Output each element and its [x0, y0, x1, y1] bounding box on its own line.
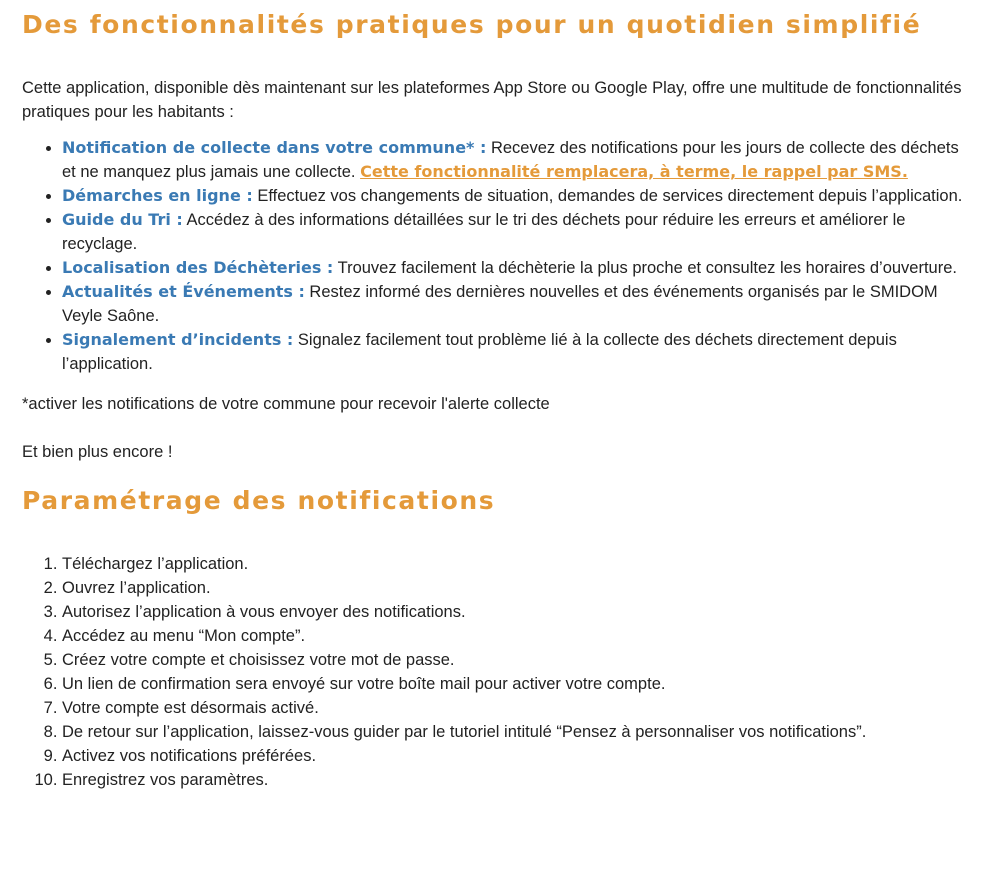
list-item — [62, 328, 973, 376]
sms-replacement-link[interactable]: Cette fonctionnalité remplacera, à terme, le rappel par SMS. — [360, 162, 908, 181]
section-title-features: Des fonctionnalités pratiques pour un quotidien simplifié — [22, 10, 922, 39]
list-item — [62, 208, 973, 256]
list-item — [62, 136, 973, 184]
footnote: *activer les notifications de votre commune pour recevoir l'alerte collecte — [22, 395, 550, 413]
feature-title: Actualités et Événements : — [62, 282, 305, 301]
intro-paragraph: Cette application, disponible dès maintenant sur les plateformes App Store ou Google Play, offre une multitude de fonctionnalités pratiques pour les habitants : — [22, 79, 962, 121]
list-item: 10. Enregistrez vos paramètres. — [62, 768, 973, 792]
list-item: 5. Créez votre compte et choisissez votre mot de passe. — [62, 648, 973, 672]
feature-title: Guide du Tri : — [62, 210, 183, 229]
feature-text: Effectuez vos changements de situation, demandes de services directement depuis l’application. — [252, 187, 963, 205]
feature-title: Signalement d’incidents : — [62, 330, 294, 349]
steps-list — [22, 552, 973, 792]
list-item: 6. Un lien de confirmation sera envoyé sur votre boîte mail pour activer votre compte. — [62, 672, 973, 696]
feature-title: Démarches en ligne : — [62, 186, 253, 205]
feature-text: Trouvez facilement la déchèterie la plus proche et consultez les horaires d’ouverture. — [333, 259, 957, 277]
feature-title: Notification de collecte dans votre commune* : — [62, 138, 487, 157]
list-item: 2. Ouvrez l’application. — [62, 576, 973, 600]
list-item: 8. De retour sur l’application, laissez-vous guider par le tutoriel intitulé “Pensez à personnaliser vos notifications”. — [62, 720, 973, 744]
list-item — [62, 184, 973, 208]
feature-title: Localisation des Déchèteries : — [62, 258, 334, 277]
features-list — [22, 136, 973, 376]
list-item: 7. Votre compte est désormais activé. — [62, 696, 973, 720]
feature-text: Restez informé des dernières nouvelles et des événements organisés par le SMIDOM Veyle Saône. — [62, 283, 938, 325]
list-item: 1. Téléchargez l’application. — [62, 552, 973, 576]
list-item — [62, 256, 973, 280]
feature-text: Recevez des notifications pour les jours de collecte des déchets et ne manquez plus jamais une collecte. — [62, 139, 959, 181]
list-item — [62, 280, 973, 328]
feature-text: Accédez à des informations détaillées sur le tri des déchets pour réduire les erreurs et améliorer le recyclage. — [62, 211, 906, 253]
list-item: 9. Activez vos notifications préférées. — [62, 744, 973, 768]
more-text: Et bien plus encore ! — [22, 443, 173, 461]
list-item: 3. Autorisez l’application à vous envoyer des notifications. — [62, 600, 973, 624]
list-item: 4. Accédez au menu “Mon compte”. — [62, 624, 973, 648]
section-title-notifications: Paramétrage des notifications — [22, 486, 496, 515]
feature-text: Signalez facilement tout problème lié à la collecte des déchets directement depuis l’application. — [62, 331, 897, 373]
